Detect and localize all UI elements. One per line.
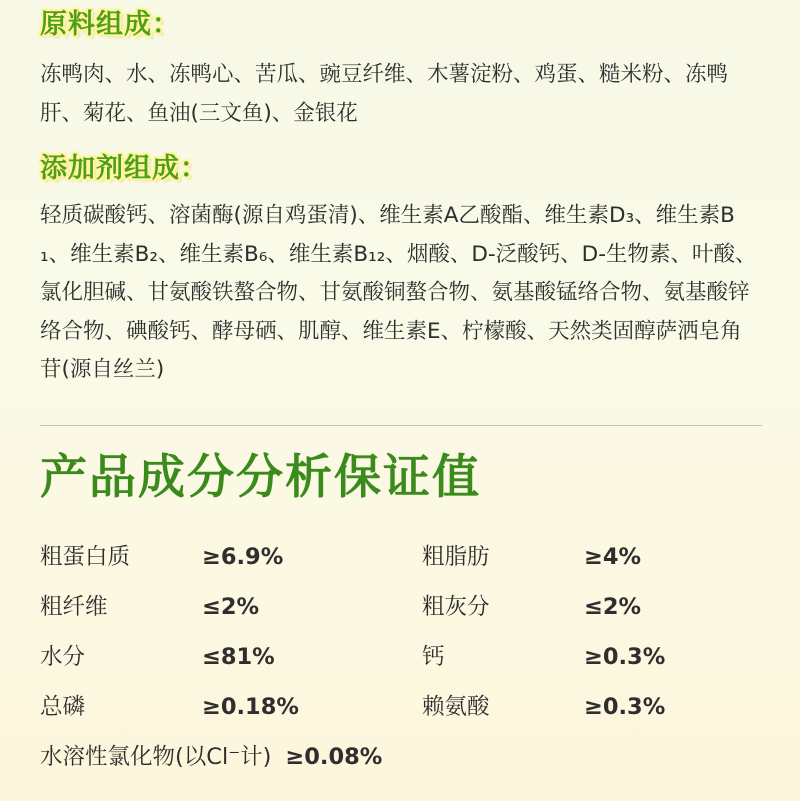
section-divider [40,425,762,426]
raw-materials-text: 冻鸭肉、水、冻鸭心、苦瓜、豌豆纤维、木薯淀粉、鸡蛋、糙米粉、冻鸭肝、菊花、鱼油(三文鱼)、金银花 [40,62,729,126]
nutrient-name: 粗蛋白质 [40,544,131,570]
additives-title: 添加剂组成： [40,153,208,184]
nutrient-value: ≥0.08% [285,744,383,770]
nutrient-value: ≥0.3% [584,694,666,720]
analysis-table [40,537,762,737]
analysis-title: 产品成分分析保证值 [40,450,481,505]
nutrient-value: ≤81% [202,644,275,670]
nutrient-name: 粗脂肪 [422,544,490,570]
raw-materials-title: 原料组成： [40,9,180,40]
nutrient-name: 钙 [422,644,445,670]
nutrient-value: ≤2% [202,594,260,620]
analysis-row [40,637,762,687]
nutrient-value: ≥0.3% [584,644,666,670]
nutrient-name: 总磷 [40,694,86,720]
nutrient-value: ≥4% [584,544,642,570]
analysis-row [40,537,762,587]
chloride-row [40,737,382,777]
analysis-row [40,587,762,637]
nutrient-name: 赖氨酸 [422,694,490,720]
nutrient-name: 水分 [40,644,86,670]
nutrient-name: 水溶性氯化物(以Cl⁻计) [40,744,272,770]
nutrient-value: ≤2% [584,594,642,620]
nutrient-value: ≥0.18% [202,694,299,720]
nutrient-name: 粗灰分 [422,594,490,620]
nutrient-name: 粗纤维 [40,594,108,620]
analysis-row [40,687,762,737]
nutrient-value: ≥6.9% [202,544,284,570]
additives-text: 轻质碳酸钙、溶菌酶(源自鸡蛋清)、维生素A乙酸酯、维生素D₃、维生素B₁、维生素B₂、维生素B₆、维生素B₁₂、烟酸、D-泛酸钙、D-生物素、叶酸、氯化胆碱、甘氨酸铁螯合物、甘氨酸铜螯合物、氨基酸锰络合物、氨基酸锌络合物、碘酸钙、酵母硒、肌醇、维生素E、柠檬酸、天然类固醇萨洒皂角苷(源自丝兰) [40,203,757,382]
